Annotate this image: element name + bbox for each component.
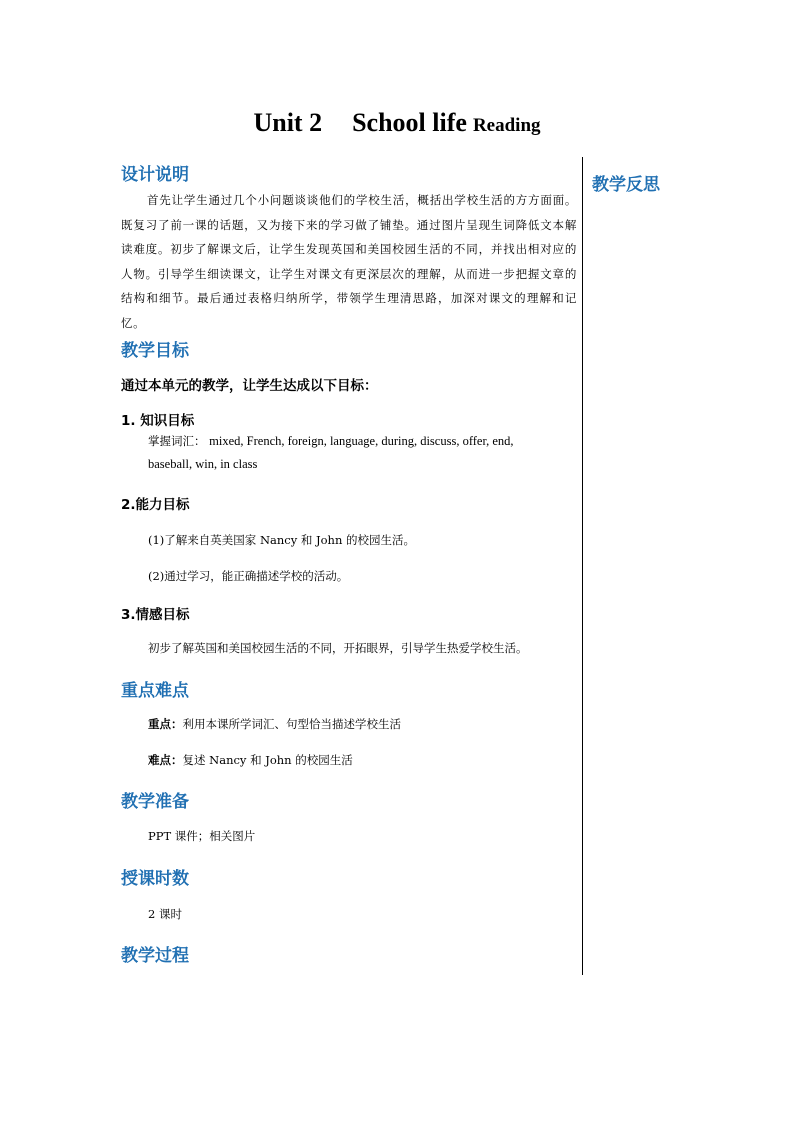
knowledge-words-line1 — [148, 433, 576, 449]
design-paragraph: 首先让学生通过几个小问题谈谈他们的学校生活，概括出学校生活的方方面面。既复习了前一课的话题，又为接下来的学习做了铺垫。通过图片呈现生词降低文本解读难度。初步了解课文后，让学生发现英国和美国校园生活的不同，并找出相对应的人物。引导学生细读课文，让学生对课文有更深层次的理解，从而进一步把握文章的结构和细节。最后通过表格归纳所学，带领学生理清思路，加深对课文的理解和记忆。 — [121, 193, 577, 330]
key-label: 重点： — [148, 717, 183, 731]
ability-item-1: (1)了解来自英美国家 Nancy 和 John 的校园生活。 — [148, 533, 416, 547]
heading-keypoints: 重点难点 — [121, 681, 189, 701]
goals-intro: 通过本单元的教学，让学生达成以下目标： — [121, 378, 378, 394]
document-title — [0, 108, 794, 138]
key-text: 利用本课所学词汇、句型恰当描述学校生活 — [182, 717, 401, 731]
heading-process: 教学过程 — [121, 946, 189, 966]
key-point — [148, 716, 401, 732]
knowledge-words-1: mixed, French, foreign, language, during, discuss, offer, end, — [209, 434, 514, 448]
ability-item-2: (2)通过学习，能正确描述学校的活动。 — [148, 569, 349, 583]
goal-ability-label: 2.能力目标 — [121, 497, 190, 513]
emotion-text: 初步了解英国和美国校园生活的不同，开拓眼界，引导学生热爱学校生活。 — [148, 641, 528, 655]
difficult-label: 难点： — [148, 753, 183, 767]
goal-emotion-label: 3.情感目标 — [121, 607, 190, 623]
title-topic: School life — [352, 108, 467, 137]
knowledge-prefix: 掌握词汇： — [148, 434, 206, 448]
hours-text: 2 课时 — [148, 907, 182, 921]
title-subtitle: Reading — [472, 115, 541, 136]
difficult-text: 复述 Nancy 和 John 的校园生活 — [182, 753, 353, 767]
goal-knowledge-label: 1. 知识目标 — [121, 413, 195, 429]
heading-hours: 授课时数 — [121, 869, 189, 889]
difficult-point — [148, 752, 353, 768]
heading-preparation: 教学准备 — [121, 792, 189, 812]
knowledge-words-line2: baseball, win, in class — [148, 457, 258, 471]
heading-goals: 教学目标 — [121, 341, 189, 361]
side-heading-reflection: 教学反思 — [592, 175, 660, 195]
preparation-text: PPT 课件；相关图片 — [148, 829, 256, 843]
column-divider — [582, 157, 583, 975]
title-unit: Unit 2 — [253, 108, 323, 137]
heading-design: 设计说明 — [121, 165, 189, 185]
